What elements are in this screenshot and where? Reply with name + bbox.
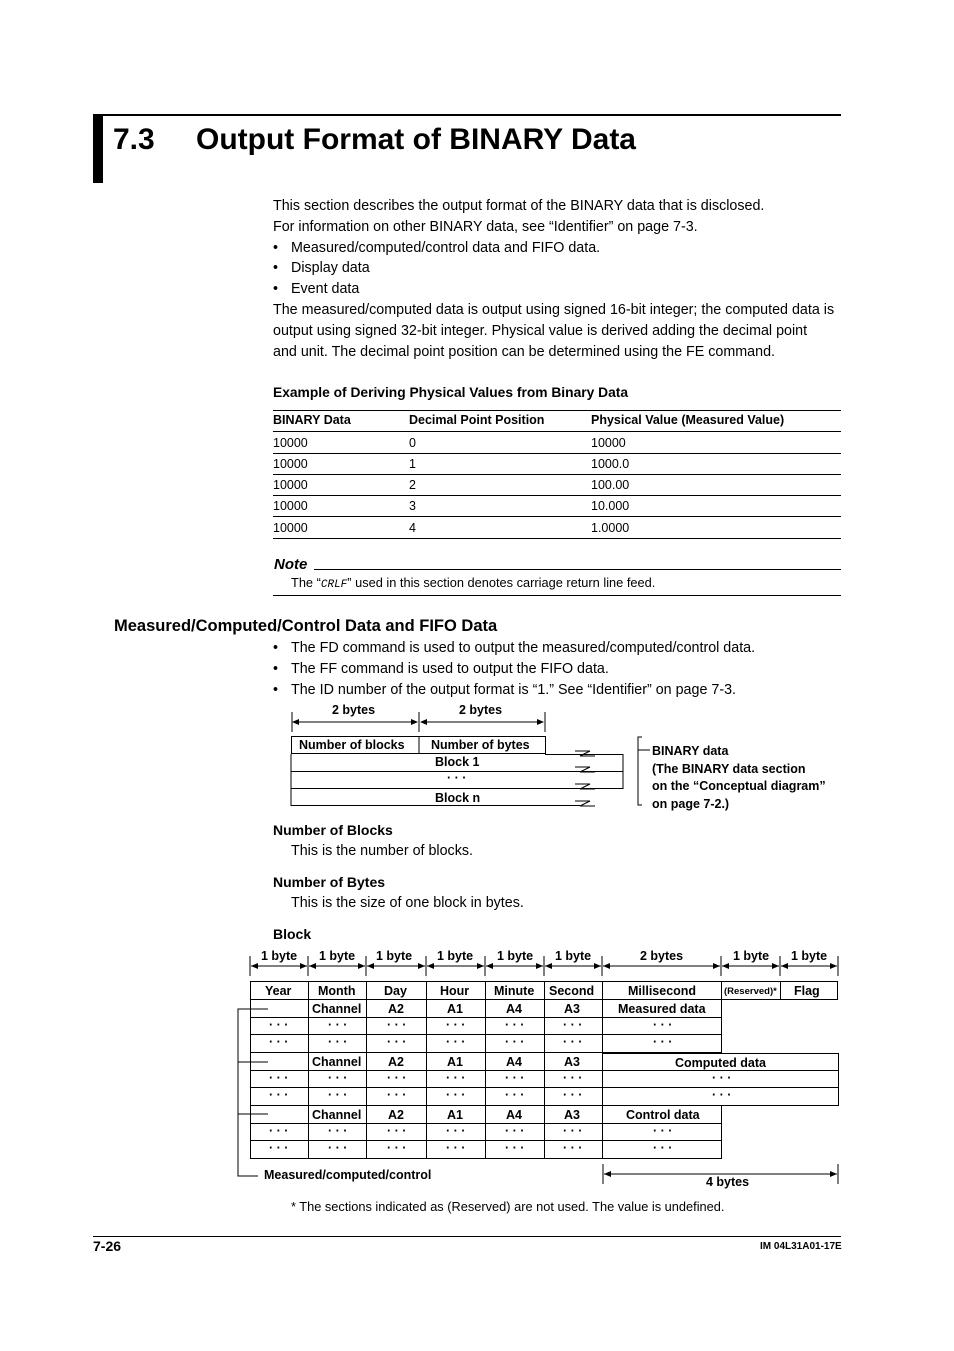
ellipsis: · · ·: [269, 1088, 289, 1102]
computed-data-cell: Computed data: [675, 1056, 766, 1070]
bullet-mark: •: [273, 240, 279, 256]
byte-size-label: 1 byte: [261, 949, 298, 963]
dimension-label: 2 bytes: [332, 703, 376, 717]
number-of-blocks-cell: Number of blocks: [299, 738, 405, 752]
table-header: Decimal Point Position: [409, 413, 545, 427]
channel-cell: Channel: [312, 1055, 362, 1069]
ellipsis: · · ·: [653, 1124, 673, 1138]
byte-size-label: 1 byte: [437, 949, 474, 963]
ellipsis: · · ·: [505, 1071, 525, 1085]
ellipsis: · · ·: [653, 1035, 673, 1049]
byte-size-label: 1 byte: [497, 949, 534, 963]
four-bytes-label: 4 bytes: [706, 1175, 750, 1189]
number-of-bytes-heading: Number of Bytes: [273, 874, 386, 890]
block-1-cell: Block 1: [435, 755, 480, 769]
subsection-title: Measured/Computed/Control Data and FIFO Data: [114, 617, 498, 635]
footnote: * The sections indicated as (Reserved) are not used. The value is undefined.: [291, 1199, 725, 1214]
ellipsis: · · ·: [563, 1018, 583, 1032]
table-cell: 1.0000: [591, 521, 630, 535]
byte-size-label: 1 byte: [376, 949, 413, 963]
a4-cell: A4: [506, 1002, 522, 1016]
bullet-mark: •: [273, 640, 279, 656]
header-reserved: (Reserved)*: [724, 986, 777, 997]
a3-cell: A3: [564, 1055, 580, 1069]
document-id: IM 04L31A01-17E: [760, 1241, 842, 1252]
subsection-bullet: The FD command is used to output the measured/computed/control data.: [291, 640, 756, 656]
ellipsis: · · ·: [387, 1088, 407, 1102]
table-cell: 4: [409, 521, 416, 535]
note-text: The “CRLF” used in this section denotes carriage return line feed.: [291, 575, 656, 591]
ellipsis: · · ·: [328, 1018, 348, 1032]
footer-rule: [93, 1236, 841, 1237]
block-heading: Block: [273, 926, 312, 942]
callout-line: BINARY data: [652, 744, 729, 758]
a1-cell: A1: [447, 1002, 463, 1016]
header-hour: Hour: [440, 984, 470, 998]
ellipsis: · · ·: [563, 1035, 583, 1049]
a2-cell: A2: [388, 1055, 404, 1069]
table-cell: 0: [409, 436, 416, 450]
ellipsis: · · ·: [328, 1124, 348, 1138]
control-data-cell: Control data: [626, 1108, 700, 1122]
subsection-bullet: The ID number of the output format is “1.” See “Identifier” on page 7-3.: [291, 682, 737, 698]
a2-cell: A2: [388, 1002, 404, 1016]
bullet-mark: •: [273, 281, 279, 297]
table-cell: 100.00: [591, 478, 630, 492]
example-title: Example of Deriving Physical Values from Binary Data: [273, 385, 629, 400]
ellipsis: · · ·: [387, 1035, 407, 1049]
a1-cell: A1: [447, 1055, 463, 1069]
callout-line: on page 7-2.): [652, 796, 730, 811]
ellipsis: · · ·: [563, 1071, 583, 1085]
ellipsis: · · ·: [269, 1035, 289, 1049]
table-cell: 10000: [273, 478, 308, 492]
ellipsis: · · ·: [446, 1035, 466, 1049]
ellipsis: · · ·: [563, 1141, 583, 1155]
ellipsis: · · ·: [446, 1124, 466, 1138]
ellipsis: · · ·: [653, 1018, 673, 1032]
intro-bullet: Measured/computed/control data and FIFO data.: [291, 240, 601, 256]
bullet-mark: •: [273, 260, 279, 276]
table-cell: 2: [409, 478, 416, 492]
ellipsis-cell: · · ·: [447, 771, 467, 785]
ellipsis: · · ·: [269, 1141, 289, 1155]
table-cell: 1: [409, 457, 416, 471]
ellipsis: · · ·: [269, 1124, 289, 1138]
header-year: Year: [265, 984, 292, 998]
ellipsis: · · ·: [446, 1018, 466, 1032]
section-number: 7.3: [113, 123, 155, 156]
intro-para-line: The measured/computed data is output using signed 16-bit integer; the computed data is: [273, 302, 835, 318]
intro-bullet: Display data: [291, 260, 370, 276]
byte-size-label: 1 byte: [791, 949, 828, 963]
bracket-label: Measured/computed/control: [264, 1168, 432, 1182]
byte-size-label: 1 byte: [733, 949, 770, 963]
ellipsis: · · ·: [387, 1071, 407, 1085]
bullet-mark: •: [273, 661, 279, 677]
number-of-blocks-text: This is the number of blocks.: [291, 843, 473, 859]
byte-size-label: 1 byte: [319, 949, 356, 963]
ellipsis: · · ·: [387, 1018, 407, 1032]
header-millisecond: Millisecond: [628, 984, 697, 998]
header-minute: Minute: [494, 984, 535, 998]
note-label: Note: [274, 556, 308, 573]
intro-para-line: and unit. The decimal point position can be determined using the FE command.: [273, 344, 776, 360]
table-cell: 3: [409, 499, 416, 513]
header-flag: Flag: [794, 984, 820, 998]
intro-bullet: Event data: [291, 281, 360, 297]
ellipsis: · · ·: [505, 1141, 525, 1155]
table-header: BINARY Data: [273, 413, 351, 427]
page-title: Output Format of BINARY Data: [196, 123, 636, 156]
number-of-bytes-text: This is the size of one block in bytes.: [291, 895, 524, 911]
a2-cell: A2: [388, 1108, 404, 1122]
table-cell: 10000: [273, 499, 308, 513]
header-month: Month: [318, 984, 356, 998]
table-header: Physical Value (Measured Value): [591, 413, 785, 427]
note-code: CRLF: [320, 579, 348, 591]
ellipsis: · · ·: [446, 1141, 466, 1155]
a1-cell: A1: [447, 1108, 463, 1122]
table-cell: 10000: [273, 436, 308, 450]
a3-cell: A3: [564, 1108, 580, 1122]
a3-cell: A3: [564, 1002, 580, 1016]
intro-line: This section describes the output format of the BINARY data that is disclosed.: [273, 198, 765, 214]
ellipsis: · · ·: [505, 1035, 525, 1049]
ellipsis: · · ·: [446, 1088, 466, 1102]
ellipsis: · · ·: [505, 1088, 525, 1102]
table-cell: 10.000: [591, 499, 630, 513]
ellipsis: · · ·: [712, 1071, 732, 1085]
page-number: 7-26: [93, 1238, 122, 1254]
byte-size-label: 1 byte: [555, 949, 592, 963]
ellipsis: · · ·: [712, 1088, 732, 1102]
byte-size-label: 2 bytes: [640, 949, 684, 963]
channel-cell: Channel: [312, 1002, 362, 1016]
ellipsis: · · ·: [328, 1141, 348, 1155]
table-cell: 10000: [273, 521, 308, 535]
a4-cell: A4: [506, 1108, 522, 1122]
ellipsis: · · ·: [328, 1071, 348, 1085]
table-cell: 10000: [591, 436, 626, 450]
ellipsis: · · ·: [653, 1141, 673, 1155]
measured-data-cell: Measured data: [618, 1002, 706, 1016]
table-cell: 10000: [273, 457, 308, 471]
intro-line: For information on other BINARY data, see “Identifier” on page 7-3.: [273, 219, 698, 235]
header-second: Second: [549, 984, 595, 998]
callout-line: (The BINARY data section: [652, 761, 806, 776]
ellipsis: · · ·: [269, 1018, 289, 1032]
ellipsis: · · ·: [505, 1018, 525, 1032]
block-n-cell: Block n: [435, 791, 481, 805]
ellipsis: · · ·: [505, 1124, 525, 1138]
callout-line: on the “Conceptual diagram”: [652, 779, 826, 793]
bullet-mark: •: [273, 682, 279, 698]
subsection-bullet: The FF command is used to output the FIFO data.: [291, 661, 609, 677]
intro-para-line: output using signed 32-bit integer. Physical value is derived adding the decimal point: [273, 323, 808, 339]
ellipsis: · · ·: [328, 1035, 348, 1049]
number-of-blocks-heading: Number of Blocks: [273, 822, 393, 838]
ellipsis: · · ·: [387, 1124, 407, 1138]
ellipsis: · · ·: [446, 1071, 466, 1085]
number-of-bytes-cell: Number of bytes: [431, 738, 530, 752]
ellipsis: · · ·: [563, 1124, 583, 1138]
header-day: Day: [384, 984, 407, 998]
ellipsis: · · ·: [328, 1088, 348, 1102]
table-cell: 1000.0: [591, 457, 630, 471]
ellipsis: · · ·: [269, 1071, 289, 1085]
ellipsis: · · ·: [563, 1088, 583, 1102]
ellipsis: · · ·: [387, 1141, 407, 1155]
dimension-label: 2 bytes: [459, 703, 503, 717]
a4-cell: A4: [506, 1055, 522, 1069]
channel-cell: Channel: [312, 1108, 362, 1122]
